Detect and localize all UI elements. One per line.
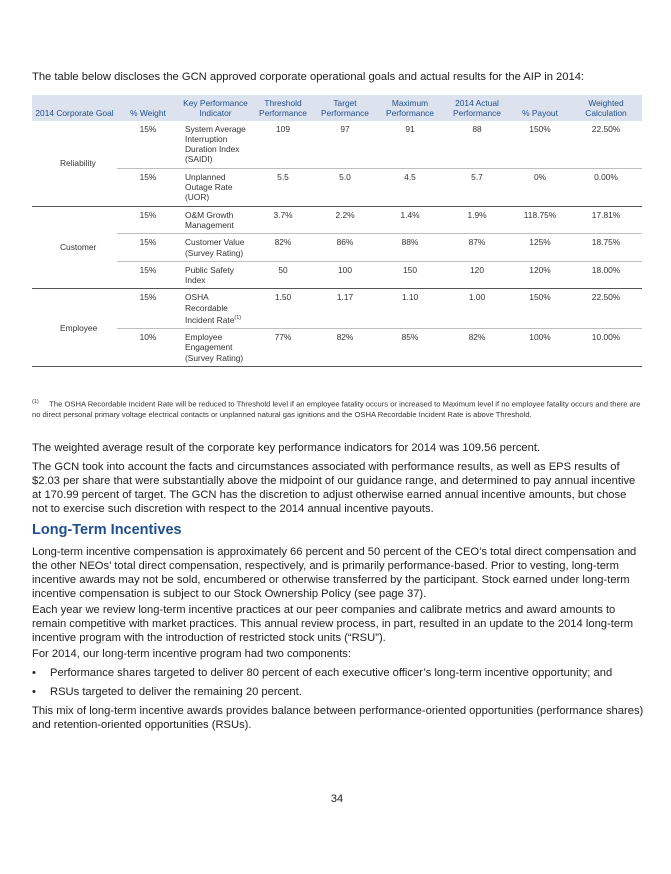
lti-paragraph-1: Long-term incentive compensation is approximately 66 percent and 50 percent of the CEO’s total direct compensation and the other NEOs’ total direct compensation, respectively, and is primarily performance-based. Prior to vesting, long-term incentive awards may not be sold, encumbered or otherwise transferred by the participant. Stock earned under long-term incentive compensation is subject to our Stock Ownership Policy (see page 37). [32, 546, 637, 600]
weighted-cell: 0.00% [570, 168, 642, 206]
threshold-cell: 1.50 [252, 289, 314, 329]
bullet-icon: • [32, 667, 36, 679]
header-threshold: Threshold Performance [252, 95, 314, 121]
header-maximum: Maximum Performance [376, 95, 444, 121]
weight-cell: 15% [117, 289, 179, 329]
table-row [32, 289, 642, 329]
goal-customer: Customer [32, 206, 117, 289]
maximum-cell: 4.5 [376, 168, 444, 206]
header-weight: % Weight [117, 95, 179, 121]
header-actual: 2014 Actual Performance [444, 95, 510, 121]
threshold-cell: 82% [252, 234, 314, 262]
target-cell: 2.2% [314, 206, 376, 234]
indicator-text: OSHA Recordable Incident Rate [185, 292, 235, 325]
actual-cell: 82% [444, 329, 510, 367]
actual-cell: 87% [444, 234, 510, 262]
maximum-cell: 88% [376, 234, 444, 262]
section-heading: Long-Term Incentives [32, 522, 182, 538]
payout-cell: 150% [510, 121, 570, 169]
weight-cell: 15% [117, 121, 179, 169]
list-item-text: RSUs targeted to deliver the remaining 20 percent. [50, 686, 302, 698]
page-number: 34 [330, 793, 344, 805]
target-cell: 86% [314, 234, 376, 262]
indicator-cell: Public Safety Index [179, 261, 252, 289]
weighted-cell: 18.00% [570, 261, 642, 289]
payout-cell: 120% [510, 261, 570, 289]
header-kpi: Key Performance Indicator [179, 95, 252, 121]
target-cell: 97 [314, 121, 376, 169]
table-row [32, 329, 642, 367]
header-weighted: Weighted Calculation [570, 95, 642, 121]
payout-cell: 150% [510, 289, 570, 329]
lti-paragraph-3: For 2014, our long-term incentive program had two components: [32, 648, 352, 660]
maximum-cell: 91 [376, 121, 444, 169]
table-row [32, 206, 642, 234]
lti-paragraph-4: This mix of long-term incentive awards provides balance between performance-oriented opportunities (performance shares) and retention-oriented opportunities (RSUs). [32, 705, 644, 731]
weight-cell: 15% [117, 168, 179, 206]
target-cell: 5.0 [314, 168, 376, 206]
threshold-cell: 109 [252, 121, 314, 169]
weight-cell: 15% [117, 234, 179, 262]
list-item-text: Performance shares targeted to deliver 80 percent of each executive officer’s long-term incentive opportunity; and [50, 667, 613, 679]
threshold-cell: 77% [252, 329, 314, 367]
table-header-row [32, 95, 642, 121]
weighted-average-paragraph: The weighted average result of the corporate key performance indicators for 2014 was 109.56 percent. [32, 442, 541, 454]
threshold-cell: 5.5 [252, 168, 314, 206]
indicator-cell: Unplanned Outage Rate (UOR) [179, 168, 252, 206]
payout-cell: 0% [510, 168, 570, 206]
weighted-cell: 10.00% [570, 329, 642, 367]
threshold-cell: 3.7% [252, 206, 314, 234]
indicator-cell: Employee Engagement (Survey Rating) [179, 329, 252, 367]
header-corporate-goal: 2014 Corporate Goal [32, 95, 117, 121]
indicator-cell: Customer Value (Survey Rating) [179, 234, 252, 262]
indicator-cell: System Average Interruption Duration Index (SAIDI) [179, 121, 252, 169]
header-target: Target Performance [314, 95, 376, 121]
footnote-marker: (1) [32, 399, 39, 405]
header-payout: % Payout [510, 95, 570, 121]
weight-cell: 10% [117, 329, 179, 367]
goals-table [32, 95, 642, 367]
maximum-cell: 85% [376, 329, 444, 367]
target-cell: 82% [314, 329, 376, 367]
payout-cell: 100% [510, 329, 570, 367]
maximum-cell: 1.4% [376, 206, 444, 234]
gcn-paragraph: The GCN took into account the facts and circumstances associated with performance results, as well as EPS results of $2.03 per share that were substantially above the midpoint of our guidance range, and determined to pay annual incentive at 170.99 percent of target. The GCN has the discretion to adjust otherwise earned annual incentive amounts, but chose not to exercise such discretion with respect to the 2014 annual incentive payouts. [32, 461, 636, 515]
goal-employee: Employee [32, 289, 117, 367]
maximum-cell: 150 [376, 261, 444, 289]
goal-reliability: Reliability [32, 121, 117, 207]
table-row [32, 234, 642, 262]
footnote-ref: (1) [234, 315, 242, 322]
footnote-text: The OSHA Recordable Incident Rate will be reduced to Threshold level if an employee fatality occurs or increased to Maximum level if no employee fatality occurs and there are no direct personal primary voltage electrical contacts or unplanned natural gas ignitions and the OSHA Recordable Incident Rate is above Threshold. [32, 399, 641, 419]
actual-cell: 120 [444, 261, 510, 289]
table-intro: The table below discloses the GCN approved corporate operational goals and actual results for the AIP in 2014: [32, 71, 585, 83]
indicator-cell [179, 289, 252, 329]
weighted-cell: 22.50% [570, 121, 642, 169]
payout-cell: 118.75% [510, 206, 570, 234]
table-row [32, 121, 642, 169]
actual-cell: 1.00 [444, 289, 510, 329]
actual-cell: 88 [444, 121, 510, 169]
actual-cell: 1.9% [444, 206, 510, 234]
table-row [32, 168, 642, 206]
payout-cell: 125% [510, 234, 570, 262]
weight-cell: 15% [117, 206, 179, 234]
indicator-cell: O&M Growth Management [179, 206, 252, 234]
actual-cell: 5.7 [444, 168, 510, 206]
target-cell: 100 [314, 261, 376, 289]
weighted-cell: 18.75% [570, 234, 642, 262]
maximum-cell: 1.10 [376, 289, 444, 329]
table-footnote [32, 397, 642, 420]
table-row [32, 261, 642, 289]
bullet-icon: • [32, 686, 36, 698]
target-cell: 1.17 [314, 289, 376, 329]
lti-paragraph-2: Each year we review long-term incentive practices at our peer companies and calibrate metrics and award amounts to remain competitive with market practices. This annual review process, in part, resulted in an update to the 2014 long-term incentive program with the introduction of restricted stock units (“RSU”). [32, 604, 634, 644]
weighted-cell: 17.81% [570, 206, 642, 234]
threshold-cell: 50 [252, 261, 314, 289]
weighted-cell: 22.50% [570, 289, 642, 329]
weight-cell: 15% [117, 261, 179, 289]
